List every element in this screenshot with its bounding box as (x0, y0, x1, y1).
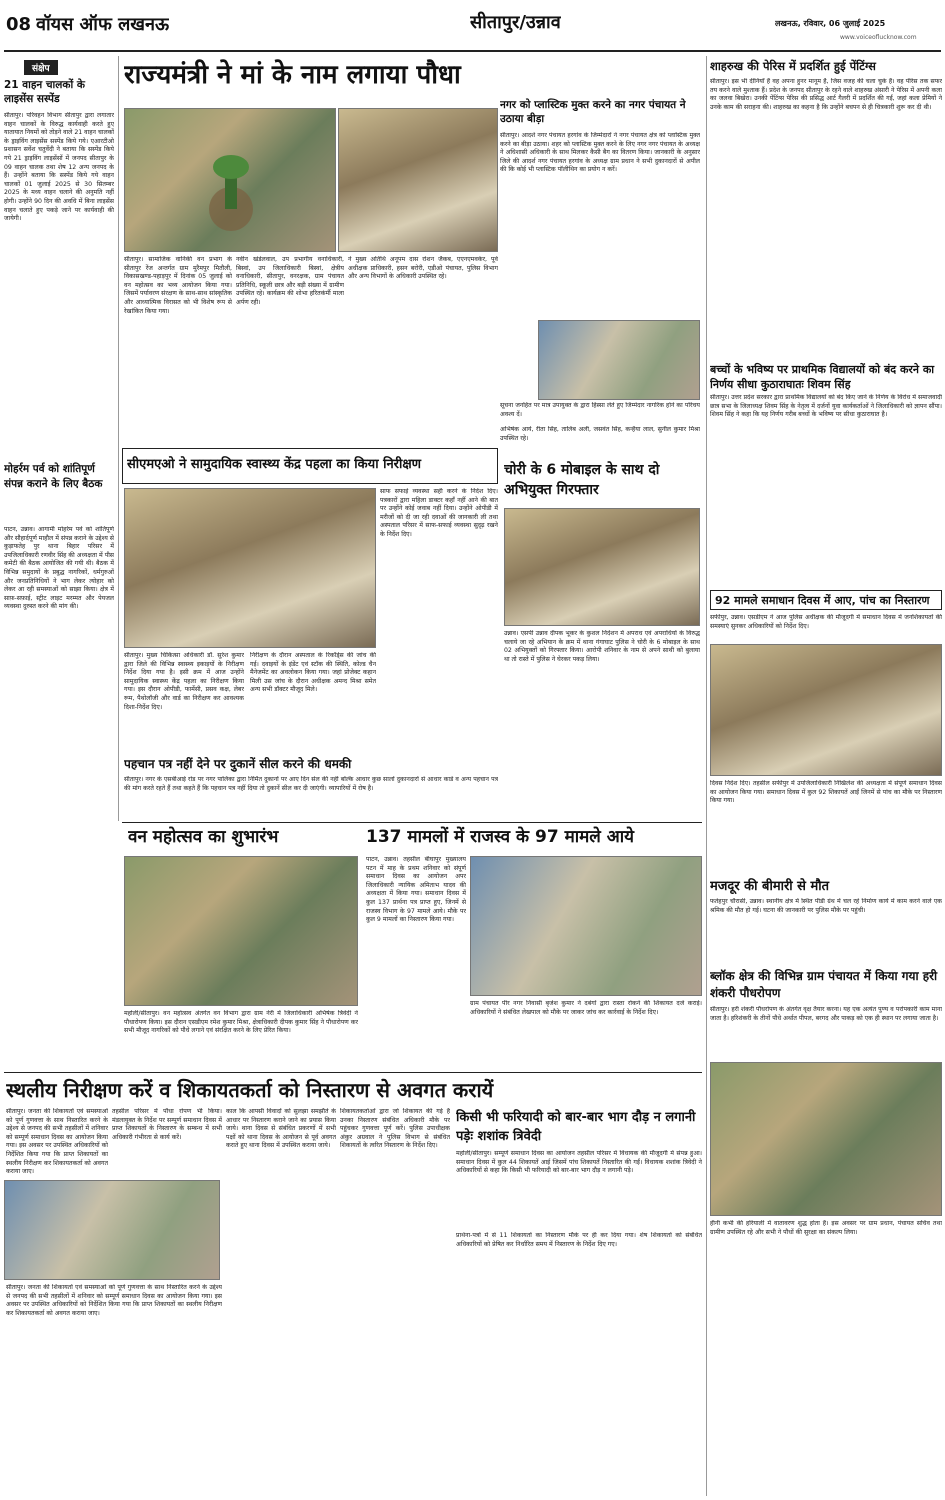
right-headline-5: ब्लॉक क्षेत्र की विभिन्न ग्राम पंचायत में किया गया हरी शंकरी पौधरोपण (710, 969, 938, 1000)
right-column-divider (706, 56, 707, 1496)
main-caption-col3: ने मुख्य अतिथि अनूपम दास रोशन जैकब, एएनएमवर्कर, पूर्व अधीक्षक प्राधिकारी, हसन बरोरी, एडीओ पंचायत, पुलिस विभाग और अन्य विभागों के अधिकारी उपस्थित रहे। (348, 256, 498, 281)
plastic-caption: सूचना जनहित पर मात्र उपायुक्त के द्वारा हिस्सा लेते हुए जिम्मेदार नागरिक होने का परिचय अवश्य दें। (500, 402, 700, 418)
forest-headline: वन महोत्सव का शुभारंभ (128, 827, 279, 847)
right-text-3: सफीपुर, उन्नाव। एसडीएम ने आज पुलिस अधीक्षक की मौजूदगी में समाधान दिवस में जनशिकायतों की समस्याएं सुनकर अधिकारियों को निर्देश दिए। (710, 614, 942, 630)
plastic-headline-visible: नगर को प्लास्टिक मुक्त करने का नगर पंचायत ने उठाया बीड़ा (500, 99, 686, 125)
shashank-text-2: प्रार्थना-पत्रों में से 11 शिकायतों का निस्तारण मौके पर ही कर दिया गया। शेष शिकायतों को संबंधित अधिकारियों को प्रेषित कर निर्धारित समय में निस्तारण के निर्देश दिए गए। (456, 1232, 702, 1248)
right-text-5b: हीनी कभी की हरियाली में वातावरण शुद्ध होता है। इस अवसर पर ग्राम प्रधान, पंचायत सचिव तथा ग्रामीण उपस्थित रहे और सभी ने पौधों की सुरक्षा का संकल्प लिया। (710, 1220, 942, 1236)
right-headline-3-box (710, 590, 942, 610)
right-column (710, 56, 942, 1496)
brief-text-1: सीतापुर। परिवहन विभाग सीतापुर द्वारा लगातार वाहन चालकों के विरुद्ध कार्यवाही करते हुए यातायात नियमों को तोड़ने वाले 21 वाहन चालकों के ड्राइविंग लाइसेंस सस्पेंड किये गये। एआरटीओ प्रशासन सर्वेश चतुर्वेदी ने बताया कि सस्पेंड किये गये 21 ड्राइविंग लाइसेंसों में जनपद सीतापुर के 09 वाहन चालक तथा शेष 12 अन्य जनपद के हैं। उन्होंने बताया कि सस्पेंड किये गये वाहन चालकों 01 जुलाई 2025 से 30 सितम्बर 2025 के मध्य वाहन चलाने की अनुमति नहीं होगी। उन्होंने 90 दिन की अवधि में बिना लाइसेंस वाहन चलाते हुए पकड़े जाने पर कार्यवाही की जायेगी। (4, 112, 114, 223)
plastic-text: सीतापुर। आदर्श नगर पंचायत हरगांव के जिम्मेदारों ने नगर पंचायत क्षेत्र को प्लास्टिक मुक्त करने का बीड़ा उठाया। शहर को प्लास्टिक मुक्त करने के लिए नगर नगर पंचायत के अध्यक्ष ने अधिशासी अधिकारी के साथ मिलकर कैसी बैग का वितरण किया। जानकारी के अनुसार जिले की आदर्श नगर पंचायत हरगांव के अध्यक्ष ग्राम प्रधान ने सभी दुकानदारों से अपील की कि कोई भी प्लास्टिक पॉलीथिन का प्रयोग न करें। (500, 132, 700, 174)
main-photo (124, 108, 336, 252)
forest-text: महोली/सीतापुर। वन महोत्सव अंतर्गत वन विभाग द्वारा ग्राम नेरी में जिलाधिकारी अभिषेक त्रिवेदी ने पौधारोपण किया। इस दौरान एसडीएम रमेश कुमार मिश्रा, क्षेत्राधिकारी दीपक कुमार सिंह ने पौधारोपण कर सभी मौजूद नागरिकों को पौधे लगाने एवं संरक्षित करने के लिए प्रेरित किया। (124, 1010, 358, 1035)
right-headline-2: बच्चों के भविष्य पर प्राथमिक विद्यालयों को बंद करने का निर्णय सीधा कुठाराघातः शिवम सिंह (710, 363, 935, 391)
inspection-photo (4, 1180, 220, 1280)
paper-name: वॉयस ऑफ लखनऊ (36, 14, 170, 35)
masthead (0, 0, 945, 52)
chc-text-2: निरीक्षण के दौरान अस्पताल के रिकॉर्ड्स की जांच की गई। दवाइयों के इंडेंट एवं स्टॉक की स्थिति, कोल्ड चैन मैनेजमेंट का अवलोकन किया गया। जहां प्रोजेक्ट कहान मिली उस जांच के दौरान अधीक्षक अमन्द मिश्रा समेत अन्य सभी डॉक्टर मौजूद मिले। (250, 652, 376, 694)
theft-text: उन्नाव। एसपी उन्नाव दीपक भूकर के कुशल निर्देशन में अपराध एवं अपराधियों के विरुद्ध चलाये जा रहे अभियान के क्रम में थाना गंगाघाट पुलिस ने चोरी के 6 मोबाइल के साथ 02 अभियुक्तों को गिरफ्तार किया। आरोपी शनिवार के नाम से अपने साथी को बुलाया था तो रास्ते में पुलिस ने घेरकर पकड़ लिया। (504, 630, 700, 663)
masthead-rule (4, 50, 941, 52)
revenue-headline: 137 मामलों में राजस्व के 97 मामले आये (366, 827, 634, 847)
right-headline-1: शाहरुख की पेरिस में प्रदर्शित हुई पेंटिंग्स (710, 59, 876, 73)
inspection-text: सीतापुर। जनता की शिकायतों एवं समस्याओं को पूर्ण गुणवत्ता के साथ निस्तारित करने के उद्देश्य से जनपद की सभी तहसीलों में शनिवार को सम्पूर्ण समाधान दिवस का आयोजन किया गया। इस अवसर पर उपस्थित अधिकारियों को निर्देशित किया गया कि प्राप्त शिकायतों का स्थलीय निरीक्षण कर शिकायतकर्ता को अवगत कराया जाए। (6, 1108, 108, 1176)
revenue-photo (470, 856, 702, 996)
right-headline-4: मजदूर की बीमारी से मौत (710, 879, 830, 894)
inspection-text-2: तहसील परिसर में पौधा रोपण भी किया। मंडलायुक्त के निर्देश पर सम्पूर्ण समाधान दिवस में प्राप्त शिकायतों के निस्तारण के सम्बन्ध में सभी अधिकारी गंभीरता से कार्य करें। (112, 1108, 222, 1141)
chc-photo (124, 488, 376, 648)
right-headline-3: 92 मामले समाधान दिवस में आए, पांच का निस्तारण (715, 594, 930, 607)
shop-headline: पहचान पत्र नहीं देने पर दुकानें सील करने की धमकी (124, 757, 352, 771)
inspection-text-4: शिकायतकर्ताओं द्वारा जो शिकायत की गई है उनका निस्तारण संबंधित अधिकारी मौके पर पहुंचकर गुणवत्ता पूर्ण करें। पुलिस उपाधीक्षक अंकुर अग्रवाल ने पुलिस विभाग से संबंधित शिकायतों के त्वरित निस्तारण के निर्देश दिए। (340, 1108, 450, 1150)
shashank-text: महोली/सीतापुर। सम्पूर्ण समाधान दिवस का आयोजन तहसील परिसर में विधायक की मौजूदगी में संपन्न हुआ। समाधान दिवस में कुल 44 शिकायतें आई जिसमें पांच शिकायतें निस्तारित की गईं। विधायक शशांक त्रिवेदी ने अधिकारियों से कहा कि किसी भी फरियादी को बार-बार भाग दौड़ न लगानी पड़े। (456, 1150, 702, 1175)
column-divider (118, 56, 119, 821)
section-rule-1 (122, 822, 702, 823)
right-text-3b: दिवस निर्देश दिए। तहसील सफीपुर में उपजिलाधिकारी निखिलेश की अध्यक्षता में संपूर्ण समाधान दिवस का आयोजन किया गया। समाधान दिवस में कुल 92 शिकायतें आईं जिनमें से पांच का मौके पर निस्तारण किया गया। (710, 780, 942, 805)
chc-headline: सीएमएओ ने सामुदायिक स्वास्थ्य केंद्र पहला का किया निरीक्षण (127, 457, 422, 472)
section-rule-2 (4, 1072, 702, 1073)
revenue-text-2: ग्राम पंचायत पीर नगर निवासी बृजेश कुमार ने दबंगों द्वारा रास्ता रोकने की शिकायत दर्ज कराई। अधिकारियों ने संबंधित लेखपाल को मौके पर जाकर जांच कर कार्रवाई के निर्देश दिए। (470, 1000, 702, 1016)
left-column (4, 56, 114, 821)
inspection-text-3: काल कि आपसी विवादों को सुलझा समझौते के आधार पर निस्तारण कराने जाने का प्रयास किया जाये। थाना दिवस से संबंधित प्रकरणों में सभी पक्षों को थाना दिवस के आयोजन से पूर्व अवगत कराते हुए थाना दिवस में उपस्थित कराया जाये। (226, 1108, 336, 1150)
chc-text-3: साफ सफाई व्यवस्था सही करने के निर्देश दिए। पत्रकारों द्वारा महिला डाक्टर कहाँ नहीं आने की बात पर उन्होंने कोई जवाब नहीं दिया। उन्होंने ओपीडी में मरीजों को दी जा रही दवाओं की जानकारी ली तथा अस्पताल परिसर में साफ-सफाई व्यवस्था सुदृढ़ रखने के निर्देश दिए। (380, 488, 498, 538)
inspection-headline: स्थलीय निरीक्षण करें व शिकायतकर्ता को निस्तारण से अवगत करायें (6, 1078, 494, 1102)
shashank-headline: किसी भी फरियादी को बार-बार भाग दौड़ न लगानी पड़ेः शशांक त्रिवेदी (456, 1110, 696, 1144)
chc-headline-box (122, 448, 498, 484)
brief-text-2: पाटन, उन्नाव। आगामी मोहर्रम पर्व को शांतिपूर्ण और सौहार्दपूर्ण माहौल में संपन्न कराने के उद्देश्य से कुड़ाफतेह पुर थाना बिहार परिसर में उपजिलाधिकारी रणवीर सिंह की अध्यक्षता में पीस कमेटी की बैठक आयोजित की गयी थी। बैठक में विभिन्न समुदायों के प्रबुद्ध नागरिकों, धर्मगुरुओं और जनप्रतिनिधियों ने भाग लेकर त्योहार को लेकर आ रही समस्याओं को साझा किया। क्षेत्र में साफ़-सफ़ाई, स्ट्रीट लाइट मरम्मत और पेयजल व्यवस्था दुरुस्त करने की मांग की। (4, 526, 114, 611)
brief-label: संक्षेप (24, 60, 58, 75)
right-photo-1 (710, 644, 942, 776)
right-text-2: सीतापुर। उत्तर प्रदेश सरकार द्वारा प्राथमिक विद्यालयों को बंद किए जाने के निर्णय के विरोध में समाजवादी छात्र सभा के जिलाध्यक्ष शिवम सिंह के नेतृत्व में दर्जनों युवा कार्यकर्ताओं ने जिलाधिकारी को ज्ञापन सौंपा। शिवम सिंह ने कहा कि यह निर्णय गरीब बच्चों के भविष्य पर सीधा कुठाराघात है। (710, 394, 942, 419)
main-photo-2 (338, 108, 498, 252)
page-number: 08 (6, 14, 32, 35)
right-text-5: सीतापुर। हरी शंकरी पौधरोपण के अंतर्गत वृक्ष तैयार करना। यह एक अत्यंत पुण्य व परोपकारी काम माना जाता है। हरिशंकरी के तीनों पौधे अर्थात पीपल, बरगद और पाकड़ को एक ही स्थान पर लगाया जाता है। (710, 1006, 942, 1022)
plastic-names: अभिषेक आर्य, रीता सिंह, तालिब अली, जसवंत सिंह, कन्हैया लाल, सुनील कुमार मिश्रा उपस्थित रहे। (500, 426, 700, 442)
forest-photo (124, 856, 358, 1006)
main-headline: राज्यमंत्री ने मां के नाम लगाया पौधा (124, 60, 461, 90)
website[interactable]: www.voiceoflucknow.com (840, 34, 917, 41)
theft-photo (504, 508, 700, 626)
right-text-1: सीतापुर। इस भी दीनियाँ हैं वह अपना हुनर मानूम है, जिस वजह की चला चुके हैं। वह पेरिस तक सफर तय करने वाले मुश्ताक हैं। प्रदेश के जनपद सीतापुर के रहने वाले शाहरुख अंसारी ने पेरिस में अपनी कला का जलवा बिखेरा। उनकी पेंटिंग्स पेरिस की प्रसिद्ध आर्ट गैलरी में प्रदर्शित की गईं, जहां कला प्रेमियों ने उनके काम की सराहना की। शाहरुख का कहना है कि उन्होंने बचपन से ही चित्रकारी शुरू कर दी थी। (710, 78, 942, 111)
revenue-text: पाटन, उन्नाव। तहसील बीघापुर मुख्यालय पटन में माह के प्रथम शनिवार को संपूर्ण समाधान दिवस का आयोजन अपर जिलाधिकारी न्यायिक अमिताभ यादव की अध्यक्षता में किया गया। समाधान दिवस में कुल 137 प्रार्थना पत्र प्राप्त हुए, जिनमें से राजस्व विभाग के 97 मामले आये। मौके पर कुल 9 मामलों का निस्तारण किया गया। (366, 856, 466, 924)
theft-headline: चोरी के 6 मोबाइल के साथ दो अभियुक्त गिरफ्तार (504, 462, 660, 498)
brief-headline-2: मोहर्रम पर्व को शांतिपूर्ण संपन्न कराने के लिए बैठक (4, 463, 103, 490)
main-caption-col2: नवीन खंडेलवाल, उप प्रभागीय वनाधिकारी, बिस्वां, उप जिलाधिकारी बिस्वां, क्षेत्रीय वनाधिकारी, सीतापुर, वनरक्षक, ग्राम पंचायत प्रतिनिधि, स्कूली छात्र और बड़ी संख्या में ग्रामीण उपस्थित रहे। कार्यक्रम की शोभा हरितकंर्मी माला अर्पण रही। (236, 256, 344, 306)
inspection-text-5: सीतापुर। जनता की शिकायतों एवं समस्याओं को पूर्ण गुणवत्ता के साथ निस्तारित करने के उद्देश्य से जनपद की सभी तहसीलों में शनिवार को सम्पूर्ण समाधान दिवस का आयोजन किया गया। इस अवसर पर उपस्थित अधिकारियों को निर्देशित किया गया कि प्राप्त शिकायतों का स्थलीय निरीक्षण कर शिकायतकर्ता को अवगत कराया जाए। (6, 1284, 222, 1317)
plant-icon (125, 109, 336, 252)
chc-text: सीतापुर। मुख्य चिकित्सा अधिकारी डॉ. सुरेश कुमार द्वारा जिले की विभिन्न स्वास्थ्य इकाइयों के निरीक्षण निर्देश दिया गया है। इसी क्रम में आज उन्होंने सामुदायिक स्वास्थ्य केंद्र पहला का निरीक्षण किया गया। इस दौरान ओपीडी, फार्मेसी, प्रसव कक्ष, लेबर रूम, पैथोलॉजी और वार्ड का निरीक्षण कर आवश्यक दिशा-निर्देश दिए। (124, 652, 244, 711)
main-caption-col1: सीतापुर। सामाजिक वानिकी वन प्रभाग के सीतापुर रेंज अन्तर्गत ग्राम मुरैमपुर मितौली, विकासखण्ड-पहाड़पुर में दिनांक 05 जुलाई को वन महोत्सव का भव्य आयोजन किया गया। जिसमें पर्यावरण संरक्षण के साथ-साथ सांस्कृतिक और आध्यात्मिक विरासत को भी विशेष रूप से रेखांकित किया गया। (124, 256, 232, 315)
brief-headline-1: 21 वाहन चालकों के लाइसेंस सस्पेंड (4, 79, 85, 105)
right-text-4: फतेहपुर चौरासी, उन्नाव। स्थानीय क्षेत्र में स्थित पीडी ग्रंथ में चल रहे निर्माण कार्य में काम करने वाले एक श्रमिक की मौत हो गई। घटना की जानकारी पर पुलिस मौके पर पहुंची। (710, 898, 942, 914)
section-title: सीतापुर/उन्नाव (470, 12, 561, 33)
shop-text: सीतापुर। नगर के एसबीआई रोड पर नगर पालिका द्वारा निर्मित दुकानों पर आए दिन सेल की नहीं बल्कि आधार कुछ सालों दुकानदारों से आधार कार्ड व अन्य पहचान पत्र की मांग करते रहते हैं तथा कहते हैं कि पहचान पत्र नहीं दिया तो दुकानें सील कर दी जाएंगी। व्यापारियों में रोष है। (124, 776, 498, 792)
plastic-photo-2 (538, 320, 700, 400)
dateline: लखनऊ, रविवार, 06 जुलाई 2025 (775, 19, 886, 28)
right-photo-2 (710, 1062, 942, 1216)
